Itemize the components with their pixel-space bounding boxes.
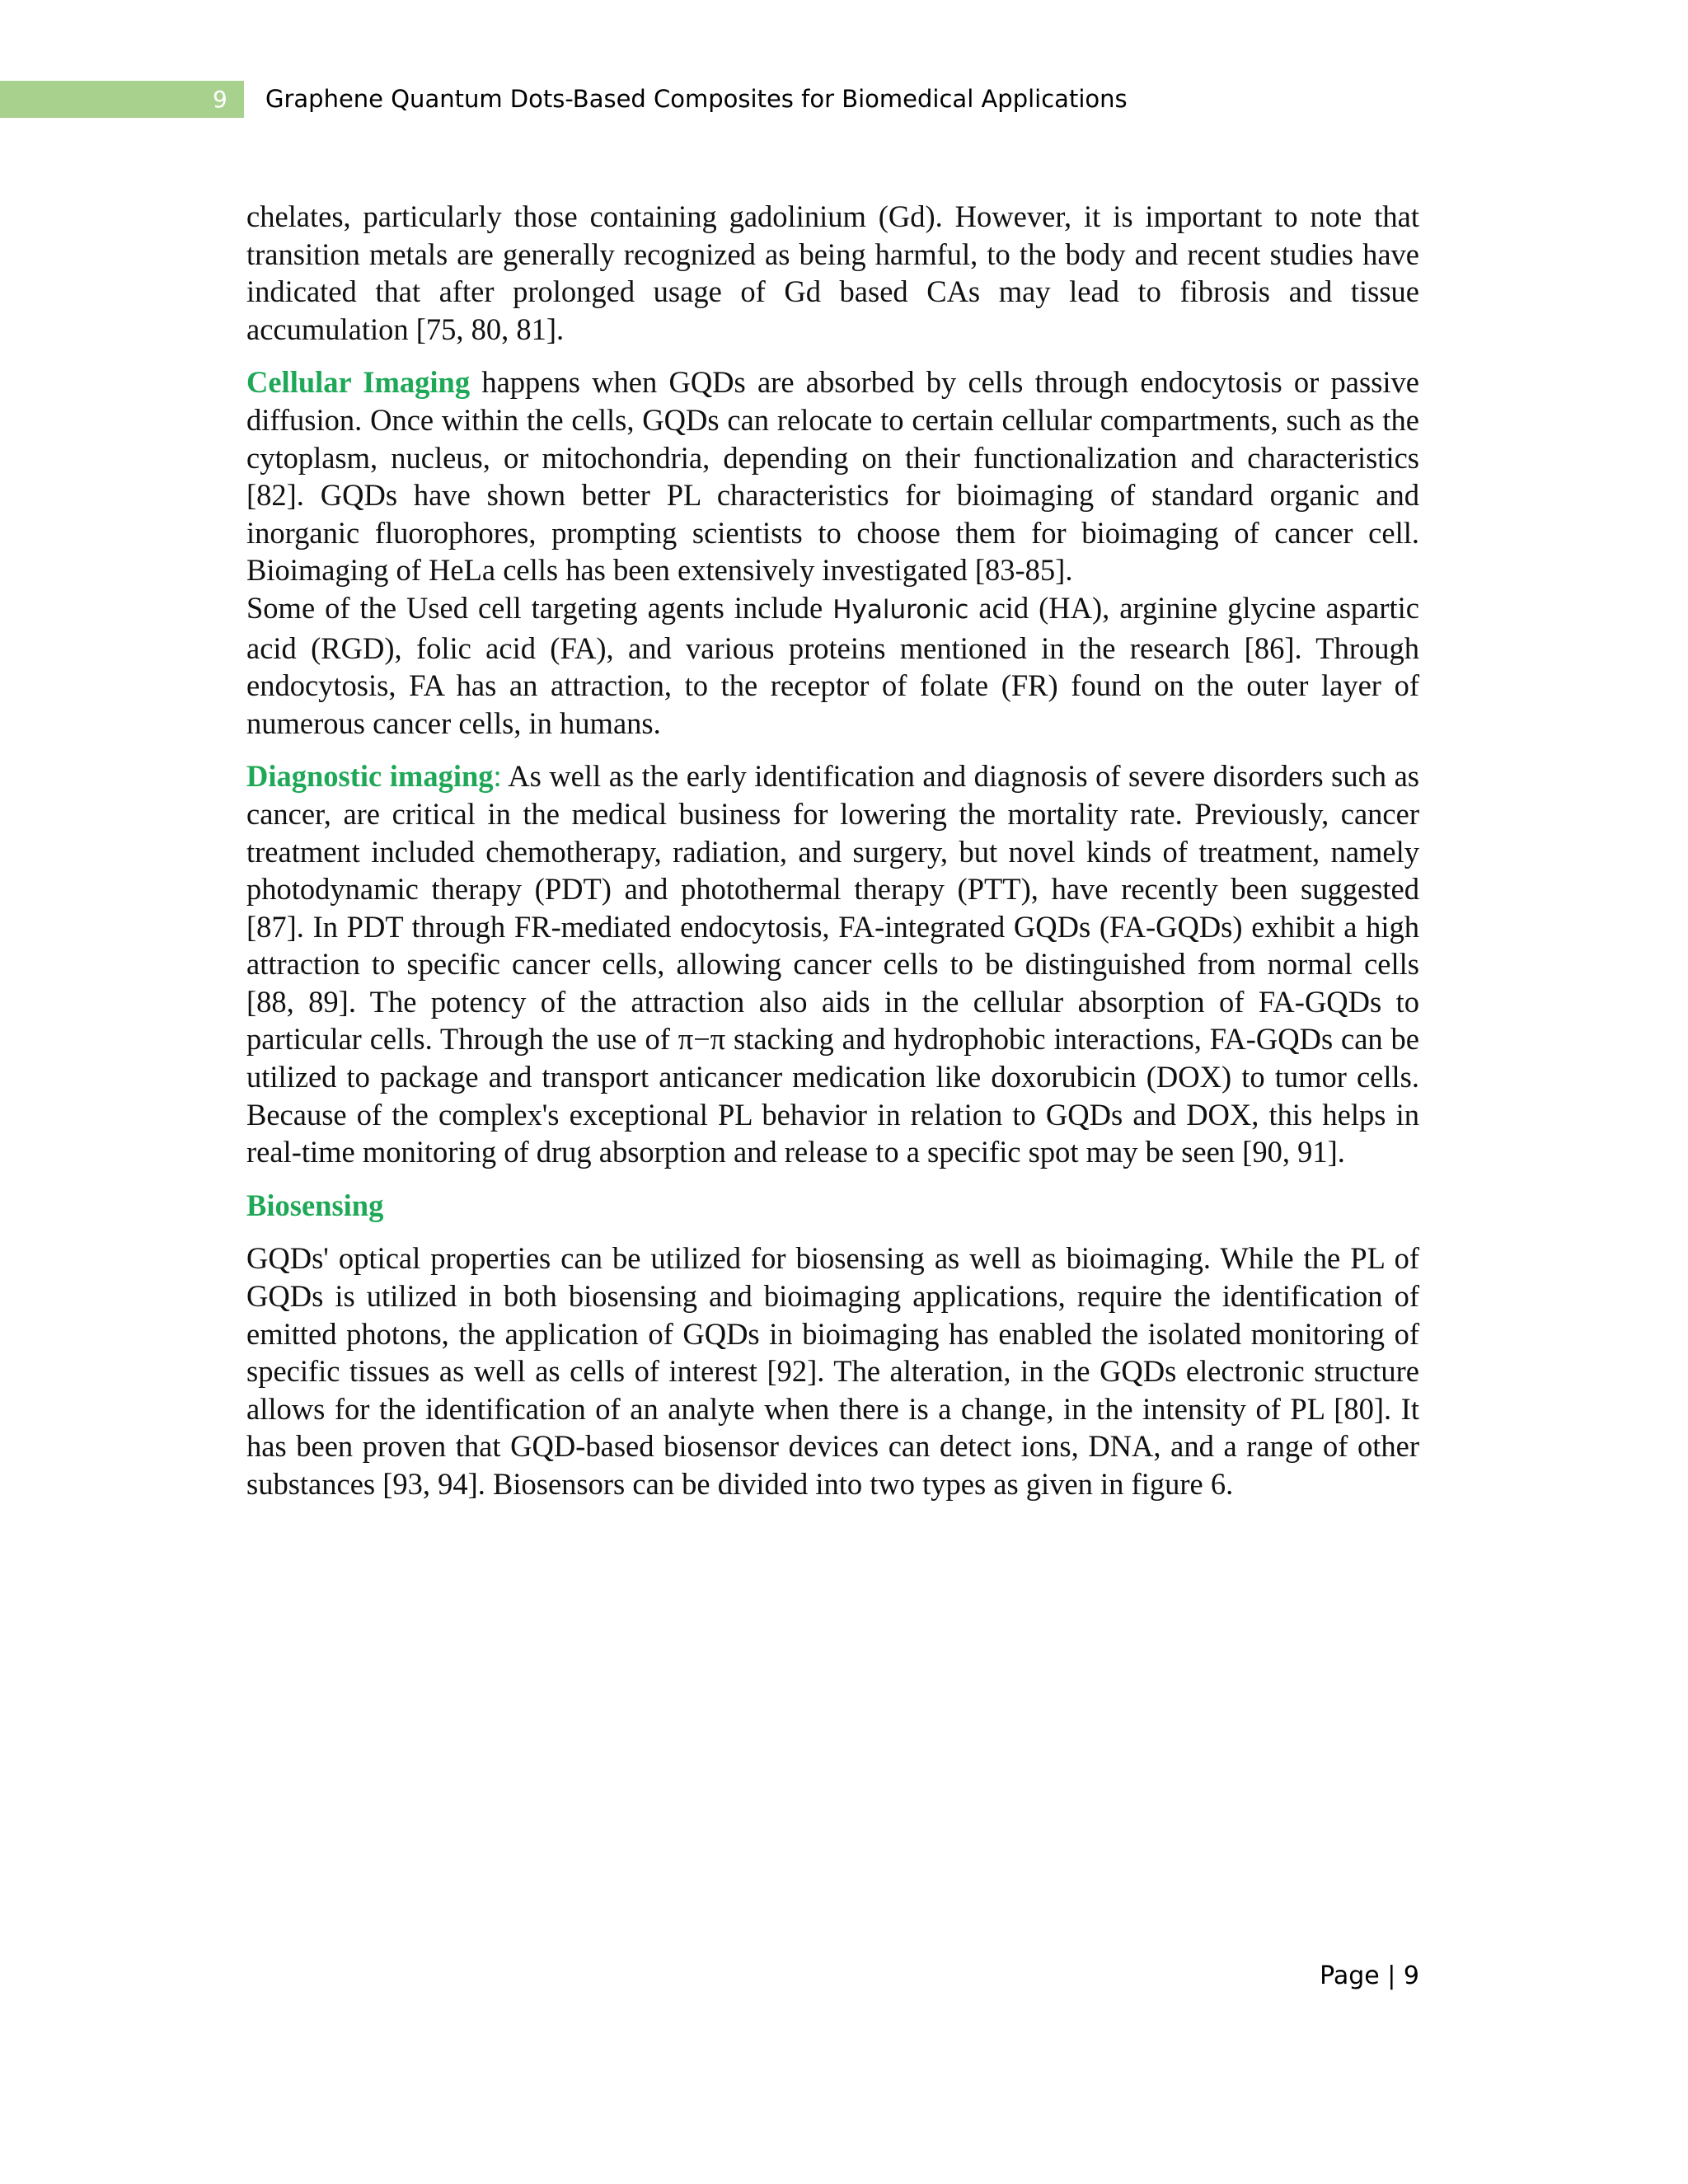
diagnostic-imaging-colon: : <box>493 759 502 794</box>
running-header-title: Graphene Quantum Dots-Based Composites for Biomedical Applications <box>265 85 1128 113</box>
paragraph-diagnostic-imaging <box>246 757 1419 1171</box>
header-page-number: 9 <box>213 86 227 113</box>
header-accent-bar <box>0 81 244 118</box>
hyaluronic-word: Hyaluronic <box>832 594 969 625</box>
paragraph-cellular-imaging <box>246 363 1419 589</box>
paragraph-gadolinium: chelates, particularly those containing gadolinium (Gd). However, it is important to note that transition metals are generally recognized as being harmful, to the body and recent studies have indicated that after prolonged usage of Gd based CAs may lead to fibrosis and tissue accumulation [75, 80, 81]. <box>246 199 1419 346</box>
page-footer: Page | 9 <box>1320 1961 1419 1990</box>
paragraph-biosensing: GQDs' optical properties can be utilized for biosensing as well as bioimaging. While the PL of GQDs is utilized in both biosensing and bioimaging applications, require the identification of emitted photons, the application of GQDs in bioimaging has enabled the isolated monitoring of specific tissues as well as cells of interest [92]. The alteration, in the GQDs electronic structure allows for the identification of an analyte when there is a change, in the intensity of PL [80]. It has been proven that GQD-based biosensor devices can detect ions, DNA, and a range of other substances [93, 94]. Biosensors can be divided into two types as given in figure 6. <box>246 1241 1419 1501</box>
cellular-imaging-text: happens when GQDs are absorbed by cells through endocytosis or passive diffusion. Once within the cells, GQDs can relocate to certain cellular compartments, such as the cytoplasm, nucleus, or mitochondria, depending on their functionalization and characteristics [82]. GQDs have shown better PL characteristics for bioimaging of standard organic and inorganic fluorophores, prompting scientists to choose them for bioimaging of cancer cell. Bioimaging of HeLa cells has been extensively investigated [83-85]. <box>246 365 1419 588</box>
cellular-imaging-heading: Cellular Imaging <box>246 365 471 400</box>
biosensing-heading: Biosensing <box>246 1188 384 1222</box>
diagnostic-imaging-text: As well as the early identification and diagnosis of severe disorders such as cancer, are critical in the medical business for lowering the mortality rate. Previously, cancer treatment included chemotherapy, radiation, and surgery, but novel kinds of treatment, namely photodynamic therapy (PDT) and photothermal therapy (PTT), have recently been suggested [87]. In PDT through FR-mediated endocytosis, FA-integrated GQDs (FA-GQDs) exhibit a high attraction to specific cancer cells, allowing cancer cells to be distinguished from normal cells [88, 89]. The potency of the attraction also aids in the cellular absorption of FA-GQDs to particular cells. Through the use of π−π stacking and hydrophobic interactions, FA-GQDs can be utilized to package and transport anticancer medication like doxorubicin (DOX) to tumor cells. Because of the complex's exceptional PL behavior in relation to GQDs and DOX, this helps in real-time monitoring of drug absorption and release to a specific spot may be seen [90, 91]. <box>246 759 1419 1169</box>
paragraph-targeting-agents <box>246 589 1419 742</box>
page-content <box>246 198 1419 1519</box>
targeting-agents-text-end: acid (HA), arginine glycine aspartic acid (RGD), folic acid (FA), and various proteins mentioned in the research [86]. Through endocytosis, FA has an attraction, to the receptor of folate (FR) found on the outer layer of numerous cancer cells, in humans. <box>246 590 1419 740</box>
targeting-agents-text-start: Some of the Used cell targeting agents include <box>246 590 833 625</box>
diagnostic-imaging-heading: Diagnostic imaging <box>246 759 494 794</box>
